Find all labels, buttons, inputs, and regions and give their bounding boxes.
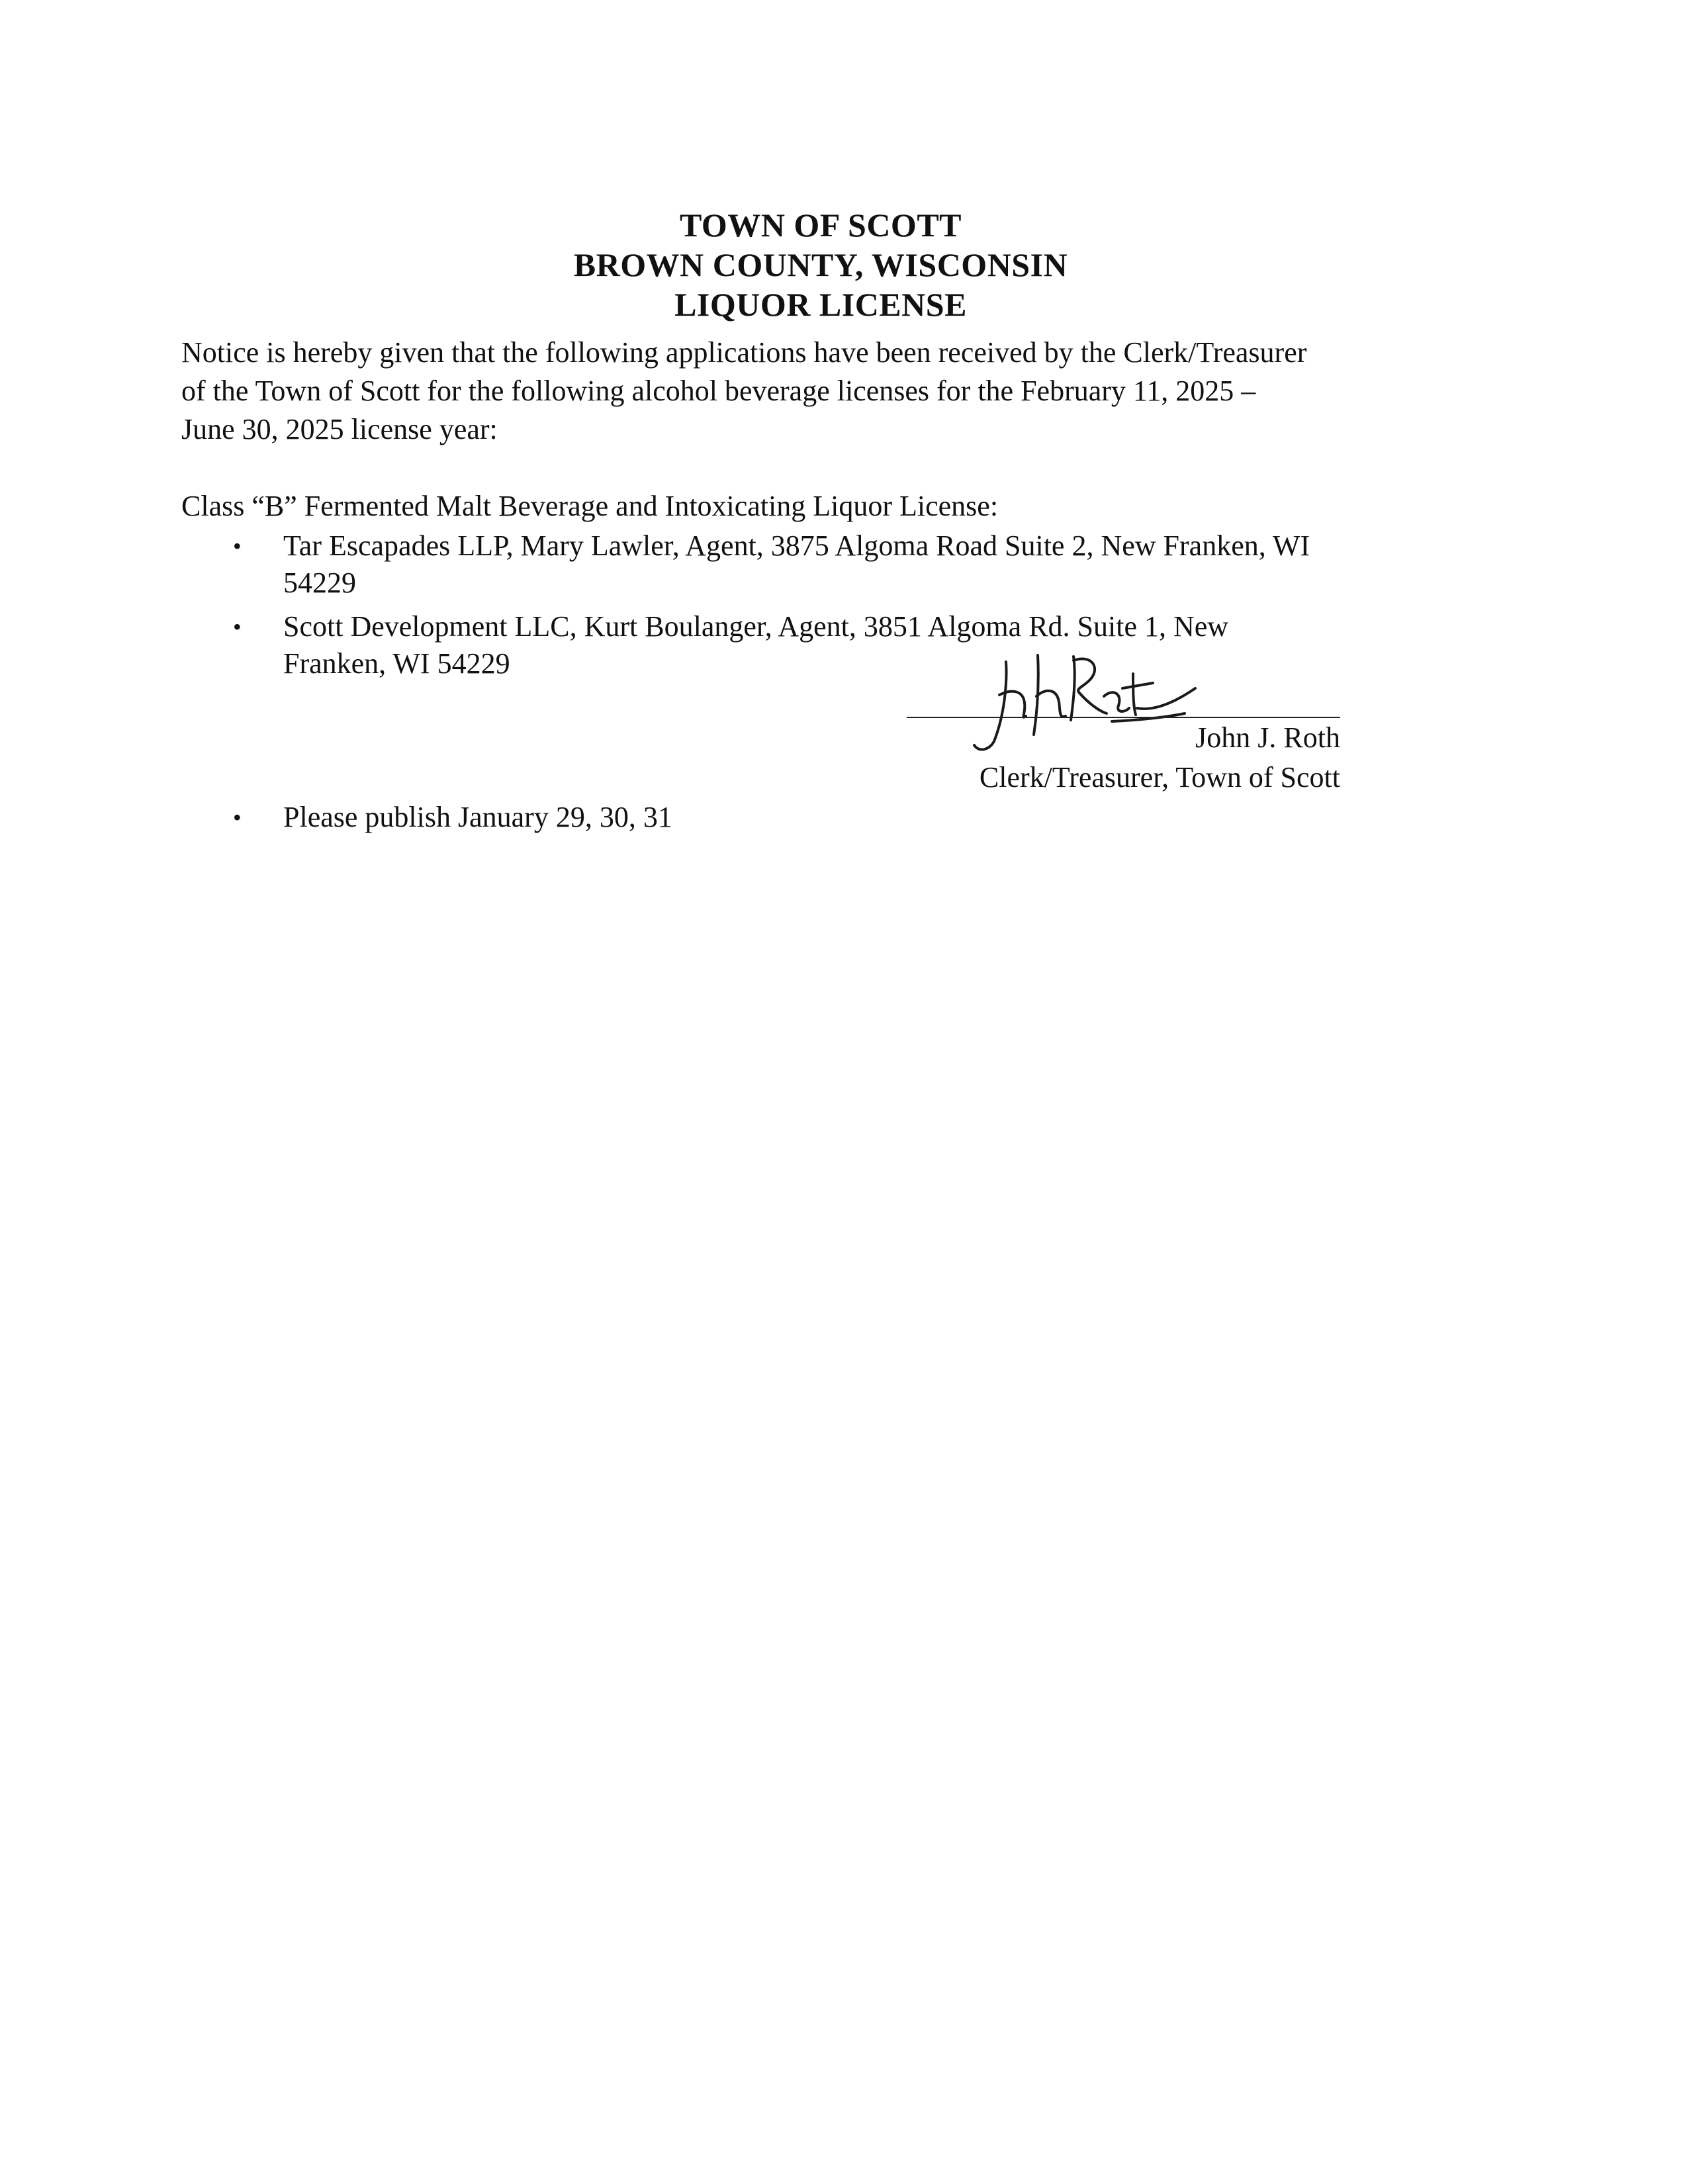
applicant-2-line-1: Scott Development LLC, Kurt Boulanger, Agent, 3851 Algoma Rd. Suite 1, New — [283, 610, 1229, 643]
notice-line-1: Notice is hereby given that the following applications have been received by the Clerk/Treasurer — [181, 336, 1307, 369]
notice-line-3: June 30, 2025 license year: — [181, 413, 498, 445]
bullet-icon: • — [233, 533, 242, 559]
heading-county: BROWN COUNTY, WISCONSIN — [573, 246, 1068, 283]
license-class-heading: Class “B” Fermented Malt Beverage and Intoxicating Liquor License: — [181, 490, 999, 522]
handwritten-signature — [960, 642, 1211, 761]
signer-title: Clerk/Treasurer, Town of Scott — [979, 761, 1340, 794]
applicant-1-line-2: 54229 — [283, 567, 356, 599]
bullet-icon: • — [233, 804, 242, 831]
heading-license: LIQUOR LICENSE — [674, 286, 967, 323]
signer-name: John J. Roth — [1195, 721, 1340, 754]
signature-line — [907, 717, 1340, 718]
notice-line-2: of the Town of Scott for the following alcohol beverage licenses for the February 11, 2025 – — [181, 375, 1256, 407]
applicant-1-line-1: Tar Escapades LLP, Mary Lawler, Agent, 3875 Algoma Road Suite 2, New Franken, WI — [283, 529, 1310, 562]
publish-note: Please publish January 29, 30, 31 — [283, 801, 672, 833]
bullet-icon: • — [233, 614, 242, 640]
applicant-2-line-2: Franken, WI 54229 — [283, 647, 510, 680]
heading-town: TOWN OF SCOTT — [679, 206, 962, 244]
